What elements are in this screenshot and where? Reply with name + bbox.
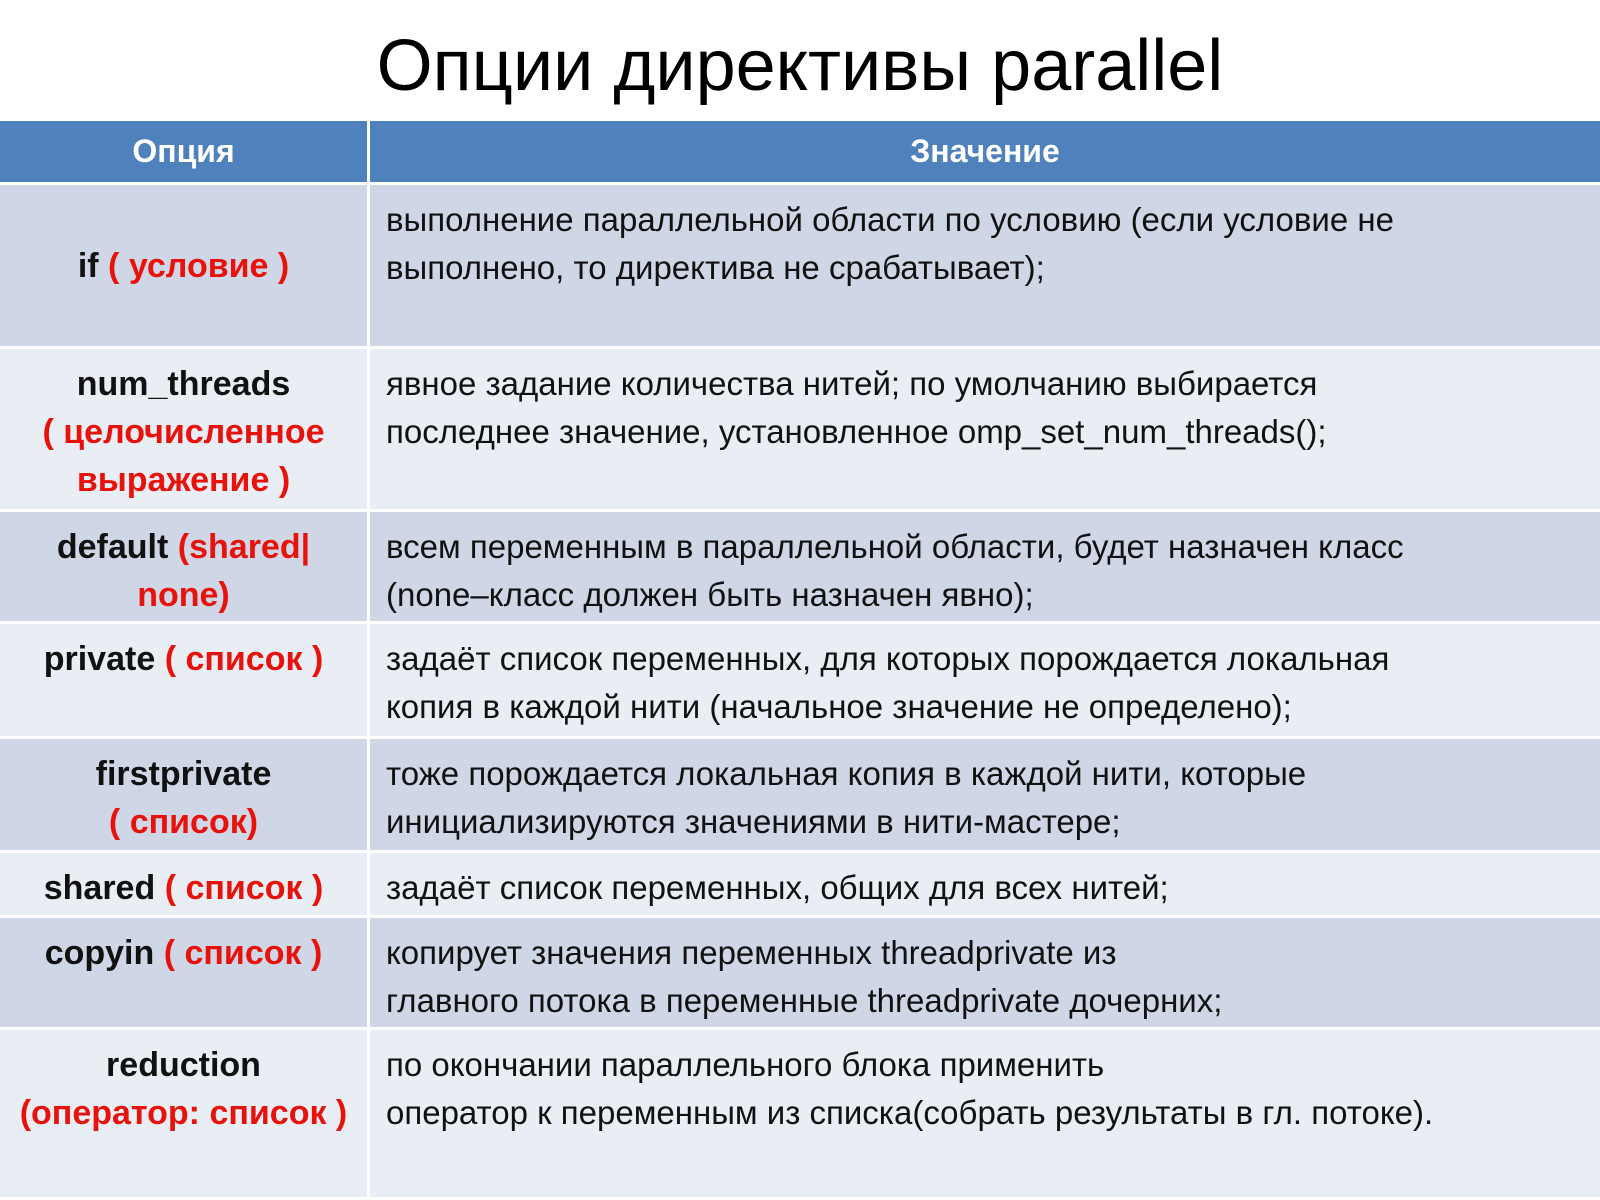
option-keyword: num_threads <box>76 365 291 403</box>
option-keyword: private <box>43 640 156 678</box>
header-option: Опция <box>0 121 370 185</box>
option-argument: ( список) <box>108 803 259 841</box>
option-cell-if <box>0 185 370 349</box>
description-line: выполнено, то директива не срабатывает); <box>386 249 1045 286</box>
option-argument: ( список ) <box>164 869 324 907</box>
description-line: тоже порождается локальная копия в каждой нити, которые <box>386 755 1307 792</box>
description-line: задаёт список переменных, общих для всех нитей; <box>386 869 1169 906</box>
option-argument: ( целочисленное выражение ) <box>42 413 325 499</box>
option-argument: ( список ) <box>164 640 324 678</box>
description-cell-private <box>370 624 1600 739</box>
option-keyword: copyin <box>44 934 155 972</box>
option-keyword: if <box>77 246 99 285</box>
description-line: явное задание количества нитей; по умолчанию выбирается <box>386 365 1318 402</box>
description-line: всем переменным в параллельной области, будет назначен класс <box>386 528 1404 565</box>
option-cell-private <box>0 624 370 739</box>
description-cell-reduction <box>370 1030 1600 1200</box>
description-line: инициализируются значениями в нити-мастере; <box>386 803 1121 840</box>
description-line: выполнение параллельной области по условию (если условие не <box>386 201 1394 238</box>
description-line: копия в каждой нити (начальное значение не определено); <box>386 688 1292 725</box>
description-cell-num-threads <box>370 349 1600 512</box>
description-line: главного потока в переменные threadprivate дочерних; <box>386 982 1223 1019</box>
option-cell-default <box>0 512 370 624</box>
option-argument: (оператор: список ) <box>19 1094 348 1132</box>
option-keyword: default <box>56 528 169 566</box>
description-cell-if <box>370 185 1600 349</box>
description-cell-shared <box>370 853 1600 918</box>
option-argument: (shared| none) <box>137 528 311 614</box>
option-cell-reduction <box>0 1030 370 1200</box>
slide-title: Опции директивы parallel <box>376 26 1224 106</box>
description-cell-default <box>370 512 1600 624</box>
option-keyword: shared <box>43 869 156 907</box>
description-line: последнее значение, установленное omp_set_num_threads(); <box>386 413 1327 450</box>
header-meaning: Значение <box>370 121 1600 185</box>
description-line: оператор к переменным из списка(собрать результаты в гл. потоке). <box>386 1094 1434 1131</box>
description-line: копирует значения переменных threadprivate из <box>386 934 1117 971</box>
description-cell-firstprivate <box>370 739 1600 853</box>
option-cell-firstprivate <box>0 739 370 853</box>
option-cell-num-threads <box>0 349 370 512</box>
option-keyword: firstprivate <box>95 755 272 793</box>
description-line: задаёт список переменных, для которых порождается локальная <box>386 640 1390 677</box>
options-table <box>0 121 1600 1200</box>
option-argument: ( список ) <box>163 934 323 972</box>
description-cell-copyin <box>370 918 1600 1030</box>
description-line: по окончании параллельного блока применить <box>386 1046 1105 1083</box>
option-cell-copyin <box>0 918 370 1030</box>
description-line: (none–класс должен быть назначен явно); <box>386 576 1034 613</box>
option-argument: ( условие ) <box>108 246 290 285</box>
option-cell-shared <box>0 853 370 918</box>
option-keyword: reduction <box>106 1046 261 1084</box>
